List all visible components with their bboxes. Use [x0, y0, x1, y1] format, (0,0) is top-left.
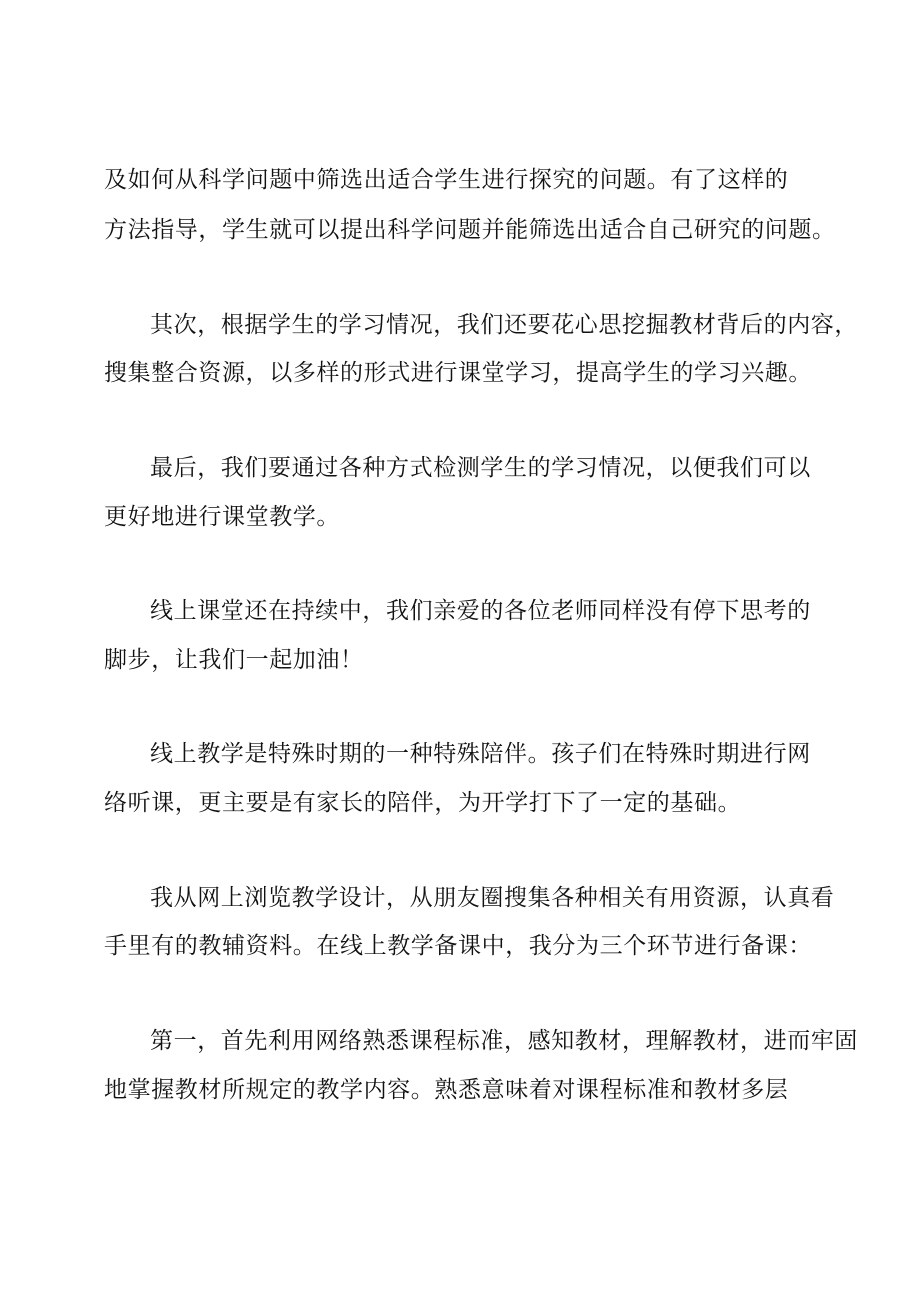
paragraph-7-line-2: 地掌握教材所规定的教学内容。熟悉意味着对课程标准和教材多层 — [104, 1077, 789, 1103]
paragraph-5-line-1: 线上教学是特殊时期的一种特殊陪伴。孩子们在特殊时期进行网 — [150, 741, 811, 767]
paragraph-5-line-2: 络听课，更主要是有家长的陪伴，为开学打下了一定的基础。 — [104, 790, 742, 816]
paragraph-4-line-2: 脚步，让我们一起加油！ — [104, 647, 364, 673]
paragraph-4-line-1: 线上课堂还在持续中，我们亲爱的各位老师同样没有停下思考的 — [150, 598, 811, 624]
paragraph-7-line-1: 第一，首先利用网络熟悉课程标准，感知教材，理解教材，进而牢固 — [150, 1028, 858, 1054]
paragraph-2-line-2: 搜集整合资源，以多样的形式进行课堂学习，提高学生的学习兴趣。 — [104, 360, 812, 386]
paragraph-3-line-1: 最后，我们要通过各种方式检测学生的学习情况，以便我们可以 — [150, 455, 811, 481]
paragraph-2-line-1: 其次，根据学生的学习情况，我们还要花心思挖掘教材背后的内容， — [150, 312, 858, 338]
paragraph-3-line-2: 更好地进行课堂教学。 — [104, 504, 340, 530]
paragraph-1-line-1: 及如何从科学问题中筛选出适合学生进行探究的问题。有了这样的 — [104, 167, 789, 193]
paragraph-6-line-2: 手里有的教辅资料。在线上教学备课中，我分为三个环节进行备课： — [104, 933, 812, 959]
paragraph-1-line-2: 方法指导，学生就可以提出科学问题并能筛选出适合自己研究的问题。 — [104, 217, 836, 243]
paragraph-6-line-1: 我从网上浏览教学设计，从朋友圈搜集各种相关有用资源，认真看 — [150, 885, 835, 911]
